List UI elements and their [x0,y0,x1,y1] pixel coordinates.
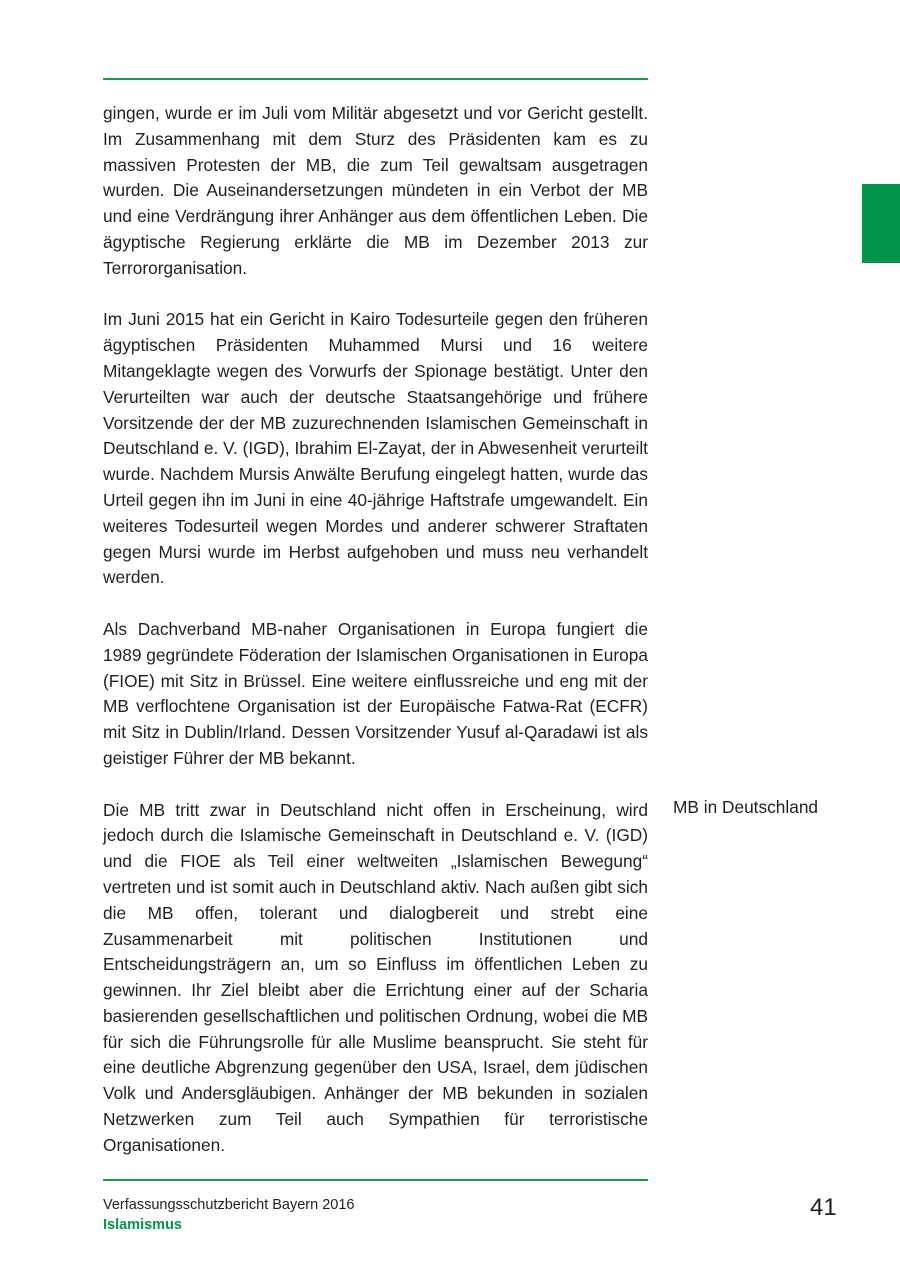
page-number: 41 [810,1194,837,1221]
paragraph-fioe-ecfr: Als Dachverband MB-naher Organisationen in Europa fungiert die 1989 gegründete Föderation der Islamischen Organisationen in Europa (FIOE) mit Sitz in Brüssel. Eine weitere einflussreiche und eng mit der MB verflochtene Organisation ist der Europäische Fatwa-Rat (ECFR) mit Sitz in Dublin/Irland. Dessen Vorsitzender Yusuf al-Qaradawi ist als geistiger Führer der MB bekannt. [103,618,648,768]
body-text [103,101,648,1159]
footer-section-name: Islamismus [103,1217,182,1233]
paragraph-mb-in-germany: Die MB tritt zwar in Deutschland nicht offen in Erscheinung, wird jedoch durch die Islamische Gemeinschaft in Deutschland e. V. (IGD) und die FIOE als Teil einer weltweiten „Islamischen Bewegung“ vertreten und ist somit auch in Deutschland aktiv. Nach außen gibt sich die MB offen, tolerant und dialogbereit und strebt eine Zusammenarbeit mit politischen Institutionen und Entscheidungsträgern an, um so Einfluss im öffentlichen Leben zu gewinnen. Ihr Ziel bleibt aber die Errichtung einer auf der Scharia basierenden gesellschaftlichen und politischen Ordnung, wobei die MB für sich die Führungsrolle für alle Muslime beansprucht. Sie steht für eine deutliche Abgrenzung gegenüber den USA, Israel, dem jüdischen Volk und Andersgläubigen. Anhänger der MB bekunden in sozialen Netzwerken zum Teil auch Sympathien für terroristische Organisationen. [103,799,648,1155]
chapter-marker-tab [862,184,900,263]
top-divider [103,78,648,80]
footer-report-title: Verfassungsschutzbericht Bayern 2016 [103,1197,355,1213]
margin-heading: MB in Deutschland [673,797,819,817]
paragraph-mursi-verdicts: Im Juni 2015 hat ein Gericht in Kairo Todesurteile gegen den früheren ägyptischen Präsidenten Muhammed Mursi und 16 weitere Mitangeklagte wegen des Vorwurfs der Spionage bestätigt. Unter den Verurteilten war auch der deutsche Staatsangehörige und frühere Vorsitzende der der MB zuzurechnenden Islamischen Gemeinschaft in Deutschland e. V. (IGD), Ibrahim El-Zayat, der in Abwesenheit verurteilt wurde. Nachdem Mursis Anwälte Berufung eingelegt hatten, wurde das Urteil gegen ihn im Juni in eine 40-jährige Haftstrafe umgewandelt. Ein weiteres Todesurteil wegen Mordes und anderer schwerer Straftaten gegen Mursi wurde im Herbst aufgehoben und muss neu verhandelt werden. [103,309,648,588]
bottom-divider [103,1179,648,1181]
paragraph-mb-egypt-ban: gingen, wurde er im Juli vom Militär abgesetzt und vor Gericht gestellt. Im Zusammenhang mit dem Sturz des Präsidenten kam es zu massiven Protesten der MB, die zum Teil gewaltsam ausgetragen wurden. Die Auseinandersetzungen mündeten in ein Verbot der MB und eine Verdrängung ihrer Anhänger aus dem öffentlichen Leben. Die ägyptische Regierung erklärte die MB im Dezember 2013 zur Terrororganisation. [103,103,648,278]
